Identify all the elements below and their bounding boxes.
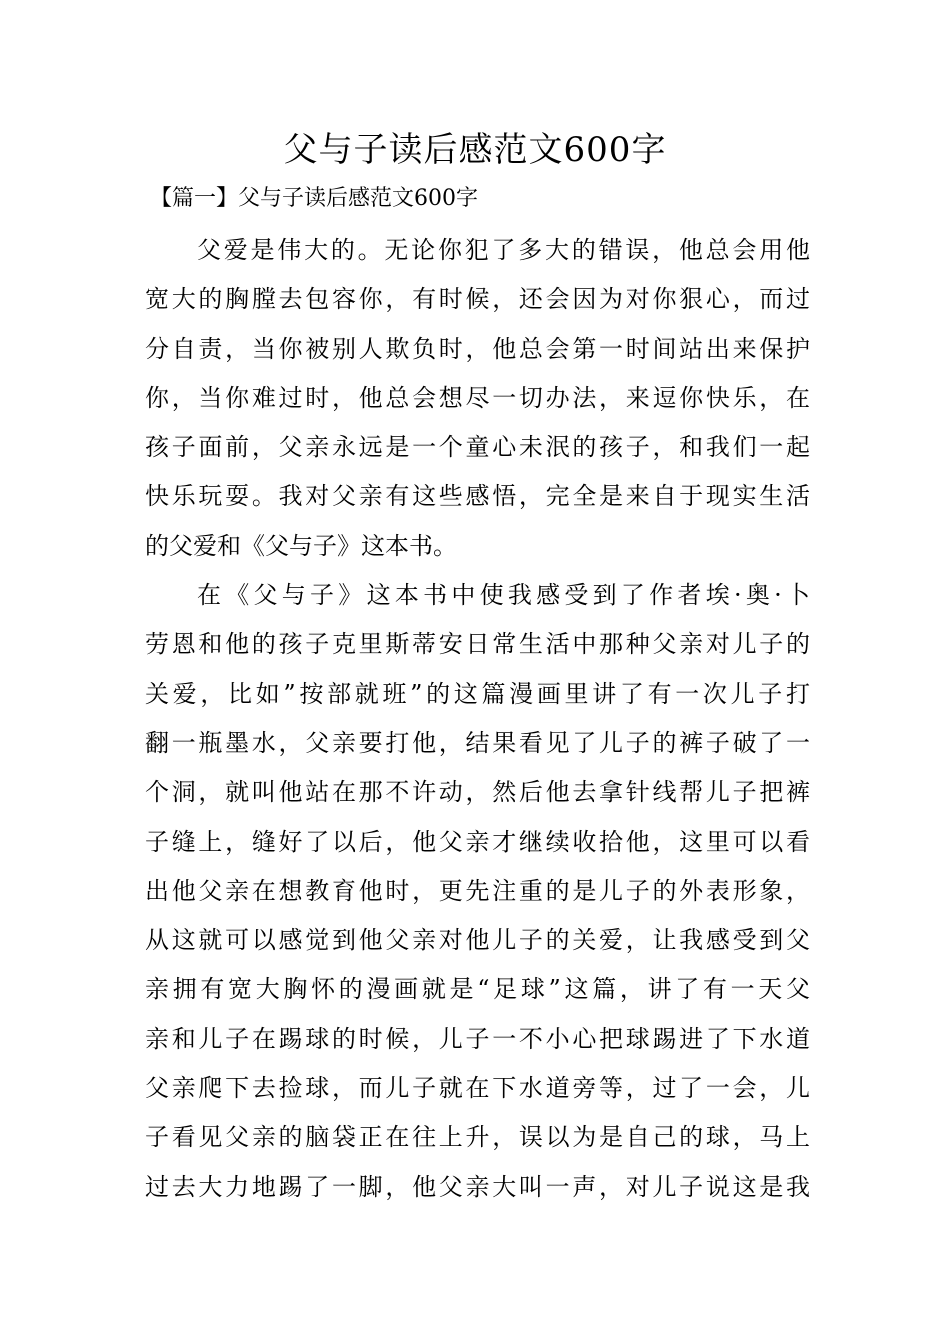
paragraph-line: 在《父与子》这本书中使我感受到了作者埃·奥·卜 xyxy=(197,581,810,610)
paragraph-line: 过去大力地踢了一脚，他父亲大叫一声，对儿子说这是我 xyxy=(145,1172,810,1201)
paragraph-1 xyxy=(145,226,810,571)
document-body xyxy=(145,226,810,1212)
paragraph-2 xyxy=(145,571,810,1212)
paragraph-line: 你，当你难过时，他总会想尽一切办法，来逗你快乐，在 xyxy=(145,383,810,412)
paragraph-line: 宽大的胸膛去包容你，有时候，还会因为对你狠心，而过 xyxy=(145,285,810,314)
paragraph-line: 从这就可以感觉到他父亲对他儿子的关爱，让我感受到父 xyxy=(145,926,810,955)
paragraph-line: 子缝上，缝好了以后，他父亲才继续收拾他，这里可以看 xyxy=(145,827,810,856)
paragraph-line: 快乐玩耍。我对父亲有这些感悟，完全是来自于现实生活 xyxy=(145,482,810,511)
paragraph-line: 亲拥有宽大胸怀的漫画就是“足球”这篇，讲了有一天父 xyxy=(145,975,810,1004)
paragraph-line: 分自责，当你被别人欺负时，他总会第一时间站出来保护 xyxy=(145,334,810,363)
paragraph-line: 子看见父亲的脑袋正在往上升，误以为是自己的球，马上 xyxy=(145,1123,810,1152)
paragraph-line: 个洞，就叫他站在那不许动，然后他去拿针线帮儿子把裤 xyxy=(145,778,810,807)
paragraph-line: 关爱，比如”按部就班”的这篇漫画里讲了有一次儿子打 xyxy=(145,679,810,708)
document-title: 父与子读后感范文600字 xyxy=(283,130,667,170)
paragraph-line: 劳恩和他的孩子克里斯蒂安日常生活中那种父亲对儿子的 xyxy=(145,630,810,659)
paragraph-line: 亲和儿子在踢球的时候，儿子一不小心把球踢进了下水道 xyxy=(145,1024,810,1053)
paragraph-line: 出他父亲在想教育他时，更先注重的是儿子的外表形象， xyxy=(145,876,810,905)
paragraph-line: 的父爱和《父与子》这本书。 xyxy=(145,531,457,560)
paragraph-line: 父爱是伟大的。无论你犯了多大的错误，他总会用他 xyxy=(197,236,810,264)
paragraph-line: 翻一瓶墨水，父亲要打他，结果看见了儿子的裤子破了一 xyxy=(145,728,810,757)
section-heading: 【篇一】父与子读后感范文600字 xyxy=(150,186,478,211)
paragraph-line: 孩子面前，父亲永远是一个童心未泯的孩子，和我们一起 xyxy=(145,433,810,462)
paragraph-line: 父亲爬下去捡球，而儿子就在下水道旁等，过了一会，儿 xyxy=(145,1074,810,1103)
